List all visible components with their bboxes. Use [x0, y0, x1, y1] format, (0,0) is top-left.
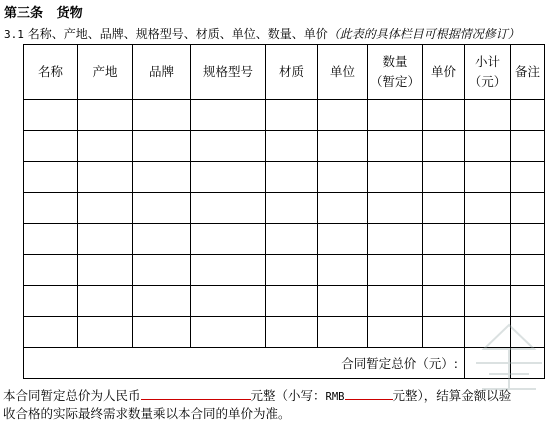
- table-cell[interactable]: [423, 317, 465, 348]
- column-header: [368, 45, 423, 100]
- total-label: 合同暂定总价（元）:: [24, 348, 465, 379]
- footer-text-b: 元整（小写：: [250, 388, 326, 403]
- amount-words-blank[interactable]: [141, 399, 251, 400]
- table-cell[interactable]: [423, 286, 465, 317]
- table-cell[interactable]: [133, 131, 191, 162]
- column-header-text: 规格型号: [202, 64, 253, 79]
- column-header: [191, 45, 266, 100]
- table-cell[interactable]: [266, 224, 318, 255]
- table-row: [24, 255, 545, 286]
- column-header: [133, 45, 191, 100]
- table-cell[interactable]: [423, 162, 465, 193]
- table-row: [24, 193, 545, 224]
- table-cell[interactable]: [78, 193, 133, 224]
- table-cell[interactable]: [78, 162, 133, 193]
- table-cell[interactable]: [24, 286, 78, 317]
- section-text: 名称、产地、品牌、规格型号、材质、单位、数量、单价: [27, 27, 328, 41]
- table-cell[interactable]: [318, 224, 368, 255]
- table-cell[interactable]: [24, 162, 78, 193]
- table-cell[interactable]: [368, 131, 423, 162]
- table-cell[interactable]: [511, 131, 545, 162]
- table-cell[interactable]: [24, 131, 78, 162]
- table-cell[interactable]: [368, 286, 423, 317]
- table-cell[interactable]: [465, 224, 511, 255]
- table-cell[interactable]: [78, 100, 133, 131]
- table-cell[interactable]: [423, 255, 465, 286]
- table-cell[interactable]: [511, 255, 545, 286]
- table-cell[interactable]: [78, 286, 133, 317]
- column-header: [78, 45, 133, 100]
- amount-figures-blank[interactable]: [345, 399, 393, 400]
- table-cell[interactable]: [266, 131, 318, 162]
- section-number: 3.1: [4, 28, 24, 41]
- table-cell[interactable]: [465, 193, 511, 224]
- table-cell[interactable]: [368, 317, 423, 348]
- table-cell[interactable]: [24, 224, 78, 255]
- column-header-text: 品牌: [148, 64, 174, 79]
- column-header: [318, 45, 368, 100]
- table-cell[interactable]: [191, 224, 266, 255]
- table-cell[interactable]: [266, 255, 318, 286]
- table-cell[interactable]: [78, 224, 133, 255]
- table-cell[interactable]: [511, 100, 545, 131]
- table-cell[interactable]: [465, 255, 511, 286]
- column-header-text: 数量: [382, 54, 408, 69]
- column-header: [511, 45, 545, 100]
- rmb-label: RMB: [325, 391, 345, 403]
- table-cell[interactable]: [191, 286, 266, 317]
- column-header-text: 单位: [329, 64, 355, 79]
- column-header-text: 单价: [430, 64, 456, 79]
- column-header-text: 产地: [92, 64, 118, 79]
- table-cell[interactable]: [465, 286, 511, 317]
- table-cell[interactable]: [465, 162, 511, 193]
- table-cell[interactable]: [266, 100, 318, 131]
- column-header-text: 备注: [514, 64, 540, 79]
- article-number: 第三条: [4, 6, 44, 21]
- table-cell[interactable]: [191, 162, 266, 193]
- article-heading: [4, 2, 83, 21]
- table-cell[interactable]: [24, 255, 78, 286]
- table-cell[interactable]: [423, 224, 465, 255]
- table-cell[interactable]: [465, 100, 511, 131]
- table-cell[interactable]: [423, 193, 465, 224]
- section-intro: [4, 25, 520, 42]
- table-row: [24, 286, 545, 317]
- table-cell[interactable]: [133, 100, 191, 131]
- table-cell[interactable]: [133, 286, 191, 317]
- table-cell[interactable]: [191, 100, 266, 131]
- table-cell[interactable]: [511, 193, 545, 224]
- table-cell[interactable]: [133, 224, 191, 255]
- table-cell[interactable]: [423, 100, 465, 131]
- table-cell[interactable]: [368, 100, 423, 131]
- section-note: （此表的具体栏目可根据情况修订）: [327, 27, 520, 41]
- column-header: [266, 45, 318, 100]
- table-cell[interactable]: [266, 193, 318, 224]
- table-cell[interactable]: [368, 162, 423, 193]
- table-cell[interactable]: [78, 131, 133, 162]
- column-header: [465, 45, 511, 100]
- table-cell[interactable]: [318, 255, 368, 286]
- table-cell[interactable]: [133, 317, 191, 348]
- table-cell[interactable]: [318, 286, 368, 317]
- table-cell[interactable]: [511, 162, 545, 193]
- table-cell[interactable]: [24, 100, 78, 131]
- column-header-text: （暂定）: [369, 74, 420, 89]
- column-header: [423, 45, 465, 100]
- table-row: [24, 131, 545, 162]
- table-cell[interactable]: [511, 286, 545, 317]
- table-cell[interactable]: [318, 193, 368, 224]
- table-cell[interactable]: [191, 317, 266, 348]
- table-cell[interactable]: [266, 286, 318, 317]
- table-cell[interactable]: [78, 317, 133, 348]
- table-cell[interactable]: [191, 255, 266, 286]
- table-cell[interactable]: [191, 193, 266, 224]
- table-cell[interactable]: [318, 317, 368, 348]
- table-cell[interactable]: [24, 317, 78, 348]
- column-header-text: （元）: [468, 74, 507, 89]
- table-cell[interactable]: [78, 255, 133, 286]
- footer-line-1: [3, 386, 511, 404]
- column-header-text: 小计: [474, 54, 500, 69]
- watermark-logo: [464, 319, 554, 397]
- table-cell[interactable]: [511, 224, 545, 255]
- table-cell[interactable]: [465, 131, 511, 162]
- column-header: [24, 45, 78, 100]
- table-row: [24, 162, 545, 193]
- table-cell[interactable]: [266, 162, 318, 193]
- article-title: 货物: [56, 6, 83, 21]
- footer-line-2: 收合格的实际最终需求数量乘以本合同的单价为准。: [3, 406, 291, 421]
- table-cell[interactable]: [423, 131, 465, 162]
- table-cell[interactable]: [133, 193, 191, 224]
- column-header-text: 材质: [278, 64, 304, 79]
- footer-text-c: 元整），结算金额以验: [392, 388, 512, 403]
- table-cell[interactable]: [318, 162, 368, 193]
- table-cell[interactable]: [133, 162, 191, 193]
- column-header-text: 名称: [37, 64, 63, 79]
- footer-text-a: 本合同暂定总价为人民币: [3, 388, 141, 403]
- table-row: [24, 224, 545, 255]
- table-cell[interactable]: [24, 193, 78, 224]
- table-cell[interactable]: [133, 255, 191, 286]
- table-cell[interactable]: [368, 255, 423, 286]
- table-header-row: [24, 45, 545, 100]
- table-cell[interactable]: [368, 193, 423, 224]
- table-cell[interactable]: [191, 131, 266, 162]
- table-row: [24, 100, 545, 131]
- table-cell[interactable]: [368, 224, 423, 255]
- table-cell[interactable]: [266, 317, 318, 348]
- table-cell[interactable]: [318, 131, 368, 162]
- table-cell[interactable]: [318, 100, 368, 131]
